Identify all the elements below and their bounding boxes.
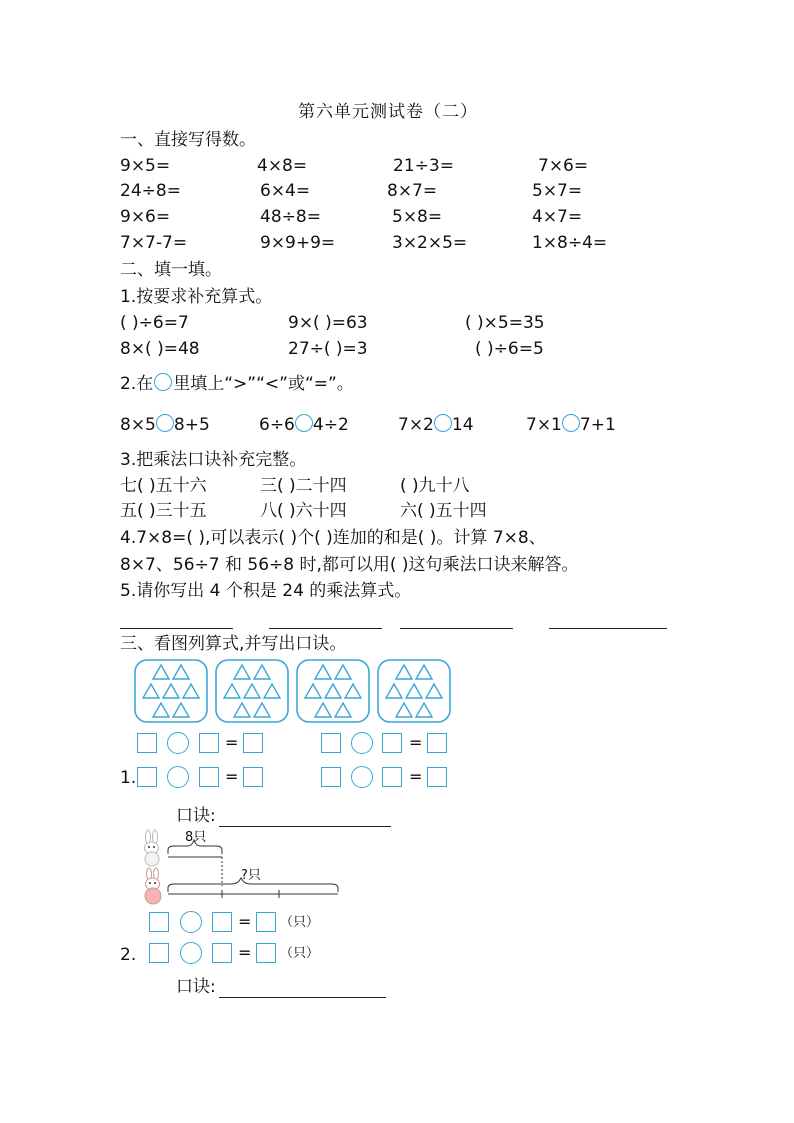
koujue-fill: 六( )五十四 xyxy=(400,501,487,521)
equals-sign: = xyxy=(409,733,423,752)
compare-circle[interactable] xyxy=(562,414,580,432)
operator-circle[interactable] xyxy=(180,911,202,933)
triangle-groups-figure xyxy=(134,659,452,723)
koujue-answer-line[interactable] xyxy=(219,997,386,998)
calc-item: 3×2×5= xyxy=(392,233,468,253)
koujue-fill: 七( )五十六 xyxy=(120,476,207,496)
brace-label-bottom: ?只 xyxy=(241,868,261,883)
compare-right: 7+1 xyxy=(579,415,616,435)
answer-box[interactable] xyxy=(382,733,402,753)
answer-box[interactable] xyxy=(427,733,447,753)
answer-box[interactable] xyxy=(321,767,341,787)
calc-item: 6×4= xyxy=(260,181,311,201)
page-title: 第六单元测试卷（二） xyxy=(298,102,478,122)
answer-box[interactable] xyxy=(256,943,276,963)
answer-box[interactable] xyxy=(382,767,402,787)
answer-box[interactable] xyxy=(199,767,219,787)
fill-item: ( )÷6=5 xyxy=(475,339,544,359)
answer-box[interactable] xyxy=(137,733,157,753)
answer-line[interactable] xyxy=(120,628,233,629)
koujue-fill: 五( )三十五 xyxy=(120,501,207,521)
compare-left: 7×2 xyxy=(398,415,434,435)
triangle-group xyxy=(378,660,450,722)
answer-box[interactable] xyxy=(199,733,219,753)
compare-item xyxy=(259,414,349,435)
calc-item: 5×8= xyxy=(392,207,443,227)
rabbit-icon xyxy=(145,830,160,866)
fill-item: 8×( )=48 xyxy=(120,339,200,359)
compare-left: 8×5 xyxy=(120,415,156,435)
compare-circle[interactable] xyxy=(156,414,174,432)
koujue-fill: 八( )六十四 xyxy=(260,501,347,521)
equals-sign: = xyxy=(225,767,239,786)
koujue-fill: 三( )二十四 xyxy=(260,476,347,496)
compare-left: 7×1 xyxy=(526,415,562,435)
fill-item: 9×( )=63 xyxy=(288,313,368,333)
triangle-group xyxy=(135,660,207,722)
question-number: 1. xyxy=(120,768,137,788)
calc-item: 9×6= xyxy=(120,207,171,227)
compare-right: 4÷2 xyxy=(312,415,349,435)
answer-box[interactable] xyxy=(149,943,169,963)
calc-item: 21÷3= xyxy=(393,156,454,176)
calc-item: 9×5= xyxy=(120,156,171,176)
compare-left: 6÷6 xyxy=(259,415,295,435)
answer-box[interactable] xyxy=(427,767,447,787)
answer-box[interactable] xyxy=(212,943,232,963)
compare-item xyxy=(120,414,210,435)
koujue-fill: ( )九十八 xyxy=(400,476,470,496)
section-2-heading: 二、填一填。 xyxy=(120,260,222,280)
koujue-label: 口诀: xyxy=(176,806,216,826)
answer-box[interactable] xyxy=(137,767,157,787)
equals-sign: = xyxy=(238,912,252,931)
answer-line[interactable] xyxy=(400,628,513,629)
equals-sign: = xyxy=(238,943,252,962)
q2-prompt xyxy=(120,373,354,394)
q1-prompt: 1.按要求补充算式。 xyxy=(120,287,273,307)
compare-item xyxy=(526,414,616,435)
koujue-answer-line[interactable] xyxy=(219,826,391,827)
compare-circle[interactable] xyxy=(434,414,452,432)
compare-item xyxy=(398,414,474,435)
calc-item: 7×6= xyxy=(538,156,589,176)
answer-box[interactable] xyxy=(149,912,169,932)
compare-right: 8+5 xyxy=(173,415,210,435)
answer-box[interactable] xyxy=(243,733,263,753)
question-number: 2. xyxy=(120,945,137,965)
brace-label-top: 8只 xyxy=(185,830,207,845)
q2-prompt-before: 2.在 xyxy=(120,374,154,394)
compare-right: 14 xyxy=(451,415,474,435)
triangle-group xyxy=(216,660,288,722)
answer-box[interactable] xyxy=(256,912,276,932)
compare-circle[interactable] xyxy=(154,373,172,391)
compare-circle[interactable] xyxy=(295,414,313,432)
calc-item: 4×8= xyxy=(257,156,308,176)
q4-line1: 4.7×8=( ),可以表示( )个( )连加的和是( )。计算 7×8、 xyxy=(120,528,546,548)
calc-item: 9×9+9= xyxy=(260,233,336,253)
koujue-label: 口诀: xyxy=(176,977,216,997)
equals-sign: = xyxy=(225,733,239,752)
answer-box[interactable] xyxy=(212,912,232,932)
answer-line[interactable] xyxy=(269,628,382,629)
unit-label: （只） xyxy=(280,946,320,961)
operator-circle[interactable] xyxy=(167,766,189,788)
operator-circle[interactable] xyxy=(351,766,373,788)
unit-label: （只） xyxy=(280,915,320,930)
fill-item: ( )÷6=7 xyxy=(120,313,189,333)
q5-prompt: 5.请你写出 4 个积是 24 的乘法算式。 xyxy=(120,581,412,601)
operator-circle[interactable] xyxy=(167,732,189,754)
q3-prompt: 3.把乘法口诀补充完整。 xyxy=(120,450,307,470)
fill-item: ( )×5=35 xyxy=(465,313,545,333)
fill-item: 27÷( )=3 xyxy=(288,339,368,359)
operator-circle[interactable] xyxy=(180,942,202,964)
q4-line2: 8×7、56÷7 和 56÷8 时,都可以用( )这句乘法口诀来解答。 xyxy=(120,555,579,575)
q2-prompt-after: 里填上“>”“<”或“=”。 xyxy=(173,374,354,394)
answer-box[interactable] xyxy=(321,733,341,753)
section-3-heading: 三、看图列算式,并写出口诀。 xyxy=(120,634,347,654)
calc-item: 24÷8= xyxy=(120,181,181,201)
triangle-group xyxy=(297,660,369,722)
calc-item: 8×7= xyxy=(387,181,438,201)
answer-line[interactable] xyxy=(549,628,667,629)
calc-item: 4×7= xyxy=(532,207,583,227)
equals-sign: = xyxy=(409,767,423,786)
answer-box[interactable] xyxy=(243,767,263,787)
section-1-heading: 一、直接写得数。 xyxy=(120,130,256,150)
calc-item: 1×8÷4= xyxy=(532,233,608,253)
operator-circle[interactable] xyxy=(351,732,373,754)
calc-item: 5×7= xyxy=(532,181,583,201)
calc-item: 48÷8= xyxy=(260,207,321,227)
rabbit-icon xyxy=(145,868,161,904)
calc-item: 7×7-7= xyxy=(120,233,188,253)
